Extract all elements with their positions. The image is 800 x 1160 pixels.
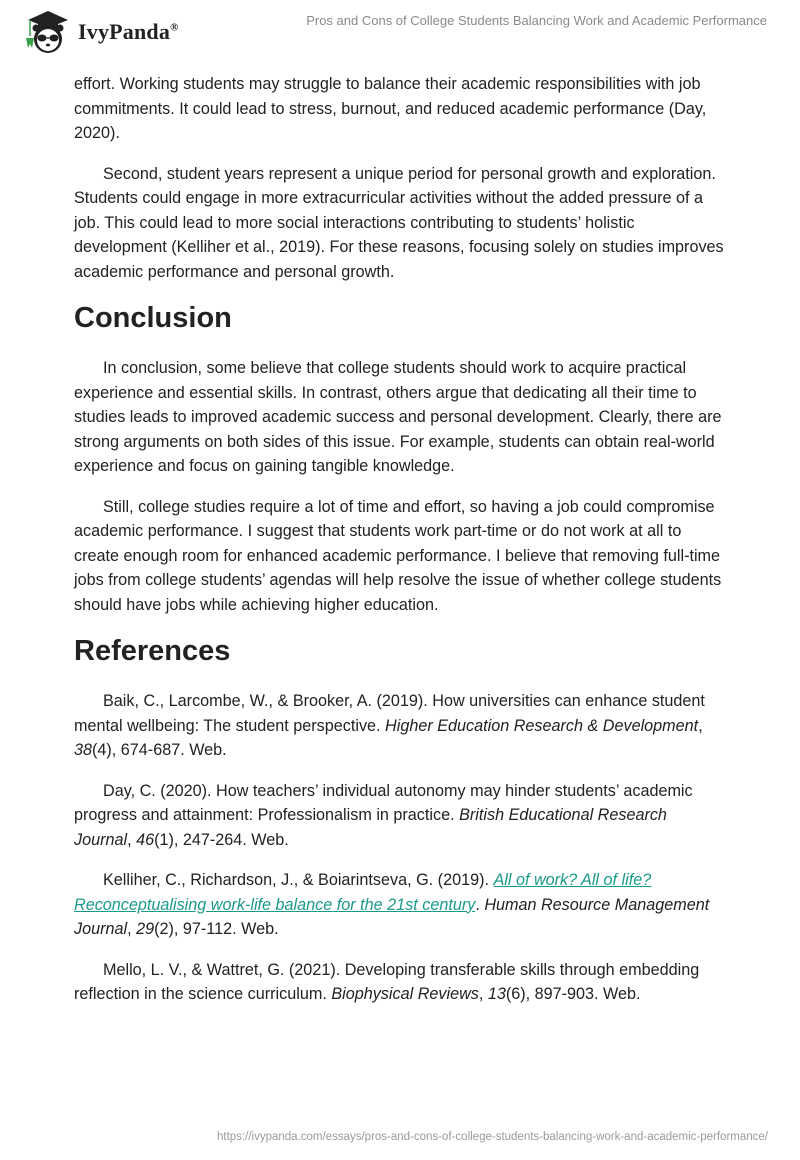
running-title: Pros and Cons of College Students Balancing Work and Academic Performance [306,13,767,28]
conclusion-paragraph-1: In conclusion, some believe that college students should work to acquire practical experience and essential skills. In contrast, others argue that dedicating all their time to studies leads to improved academic success and personal development. Clearly, there are strong arguments on both sides of this issue. For example, students can obtain real-world experience and focus on gaining tangible knowledge. [74,359,722,475]
footer-url: https://ivypanda.com/essays/pros-and-cons-of-college-students-balancing-work-and-academic-performance/ [217,1131,768,1143]
page-header [0,0,800,62]
reference-item: Baik, C., Larcombe, W., & Brooker, A. (2019). How universities can enhance student mental wellbeing: The student perspective. Higher Education Research & Development, 38(4), 674-687. Web. [74,692,705,759]
ivypanda-logo[interactable] [20,8,179,56]
conclusion-paragraph-2: Still, college studies require a lot of time and effort, so having a job could compromise academic performance. I suggest that students work part-time or do not work at all to create enough room for enhanced academic performance. I believe that removing full-time jobs from college students’ agendas will help resolve the issue of whether college students should have jobs while achieving higher education. [74,497,722,614]
reference-item: Mello, L. V., & Wattret, G. (2021). Developing transferable skills through embedding reflection in the science curriculum. Biophysical Reviews, 13(6), 897-903. Web. [74,960,700,1003]
reference-item: Kelliher, C., Richardson, J., & Boiarintseva, G. (2019). All of work? All of life? Reconceptualising work-life balance for the 21st century. Human Resource Management Journal, 29(2), 97-112. Web. [74,871,710,938]
essay-content [74,72,726,1023]
logo-text: IvyPanda® [78,19,179,44]
references-heading: References [74,635,231,667]
paragraph-continued: effort. Working students may struggle to balance their academic responsibilities with job commitments. It could lead to stress, burnout, and reduced academic performance (Day, 2020). [74,75,707,142]
reference-link[interactable]: All of work? All of life? Reconceptualising work-life balance for the 21st century [74,871,652,914]
conclusion-heading: Conclusion [74,302,232,334]
panda-graduate-icon [20,8,76,56]
paragraph-second: Second, student years represent a unique period for personal growth and exploration. Students could engage in more extracurricular activities without the added pressure of a job. This could lead to more social interactions contributing to students’ holistic development (Kelliher et al., 2019). For these reasons, focusing solely on studies improves academic performance and personal growth. [74,164,724,281]
reference-item: Day, C. (2020). How teachers’ individual autonomy may hinder students’ academic progress and attainment: Professionalism in practice. British Educational Research Journal, 46(1), 247-264. Web. [74,781,693,849]
